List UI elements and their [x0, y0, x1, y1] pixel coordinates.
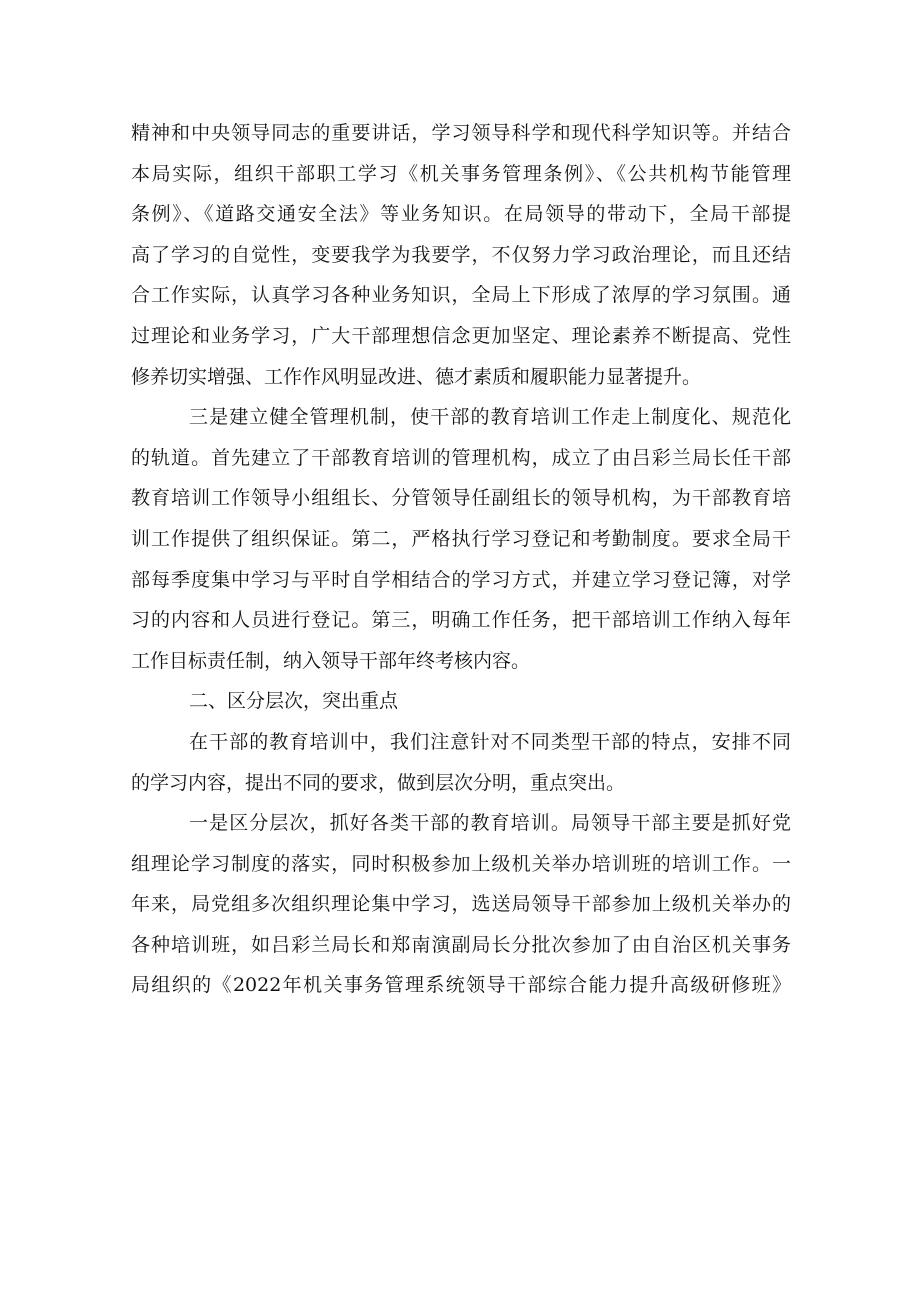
text-line: 年来，局党组多次组织理论集中学习，选送局领导干部参加上级机关举办的	[131, 893, 791, 916]
text-line: 在干部的教育培训中，我们注意针对不同类型干部的特点，安排不同	[189, 730, 791, 753]
paragraph-training-intro	[131, 722, 791, 803]
text-line: 工作目标责任制，纳入领导干部年终考核内容。	[131, 649, 531, 672]
text-line: 训工作提供了组织保证。第二，严格执行学习登记和考勤制度。要求全局干	[131, 527, 791, 550]
text-line: 一是区分层次，抓好各类干部的教育培训。局领导干部主要是抓好党	[189, 812, 791, 835]
text-line: 条例》、《道路交通安全法》等业务知识。在局领导的带动下，全局干部提	[131, 203, 791, 226]
text-line: 精神和中央领导同志的重要讲话，学习领导科学和现代科学知识等。并结合	[131, 122, 791, 144]
paragraph-management-mechanism	[131, 397, 791, 681]
text-line: 各种培训班，如吕彩兰局长和郑南演副局长分批次参加了由自治区机关事务	[131, 933, 791, 956]
text-line: 习的内容和人员进行登记。第三，明确工作任务，把干部培训工作纳入每年	[131, 609, 791, 632]
section-heading	[131, 681, 791, 722]
paragraph-levels	[131, 803, 791, 1006]
text-line: 本局实际，组织干部职工学习《机关事务管理条例》、《公共机构节能管理	[131, 162, 791, 185]
text-line: 的轨道。首先建立了干部教育培训的管理机构，成立了由吕彩兰局长任干部	[131, 446, 791, 469]
text-line: 过理论和业务学习，广大干部理想信念更加坚定、理论素养不断提高、党性	[131, 324, 791, 347]
text-line: 合工作实际，认真学习各种业务知识，全局上下形成了浓厚的学习氛围。通	[131, 284, 791, 307]
document-body	[131, 113, 791, 1006]
text-line: 局组织的《2022年机关事务管理系统领导干部综合能力提升高级研修班》	[131, 974, 791, 997]
text-line: 修养切实增强、工作作风明显改进、德才素质和履职能力显著提升。	[131, 365, 702, 388]
section-heading-text: 二、区分层次，突出重点	[189, 690, 399, 713]
text-line: 的学习内容，提出不同的要求，做到层次分明，重点突出。	[131, 771, 626, 794]
text-line: 高了学习的自觉性，变要我学为我要学，不仅努力学习政治理论，而且还结	[131, 243, 791, 266]
text-line: 组理论学习制度的落实，同时积极参加上级机关举办培训班的培训工作。一	[131, 852, 791, 875]
text-line: 部每季度集中学习与平时自学相结合的学习方式，并建立学习登记簿，对学	[131, 568, 791, 591]
text-line: 三是建立健全管理机制，使干部的教育培训工作走上制度化、规范化	[189, 406, 791, 429]
text-line: 教育培训工作领导小组组长、分管领导任副组长的领导机构，为干部教育培	[131, 487, 791, 510]
paragraph-study-results	[131, 113, 791, 397]
